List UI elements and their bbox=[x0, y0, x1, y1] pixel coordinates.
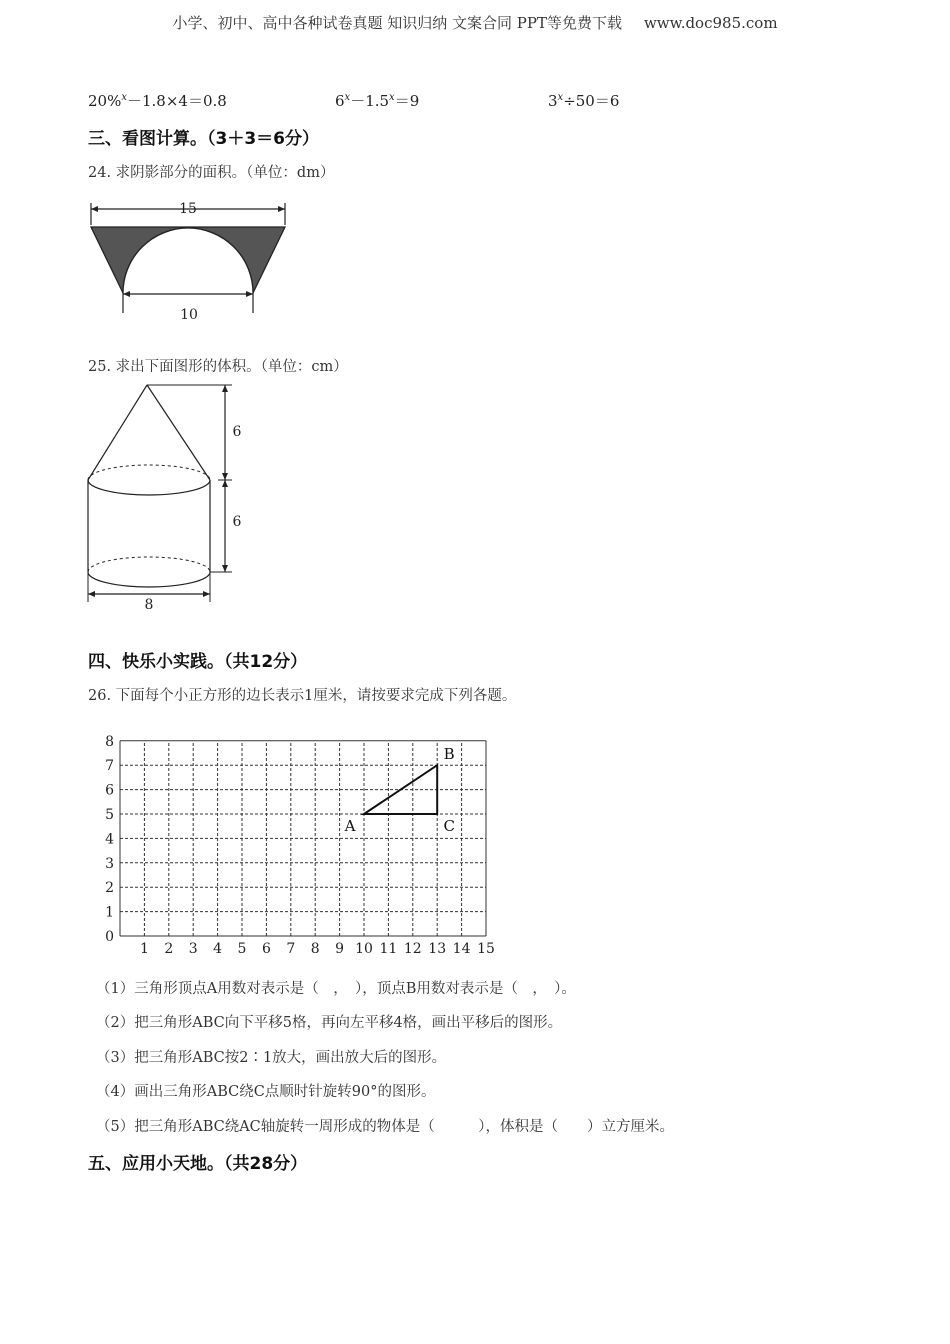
y-tick-label: 5 bbox=[105, 807, 114, 823]
x-tick-label: 12 bbox=[403, 941, 422, 957]
equation-3 bbox=[548, 90, 619, 111]
x-tick-label: 3 bbox=[188, 941, 198, 957]
x-tick-label: 10 bbox=[355, 941, 373, 957]
coordinate-grid bbox=[96, 725, 506, 960]
eq1-post: －1.8×4＝0.8 bbox=[126, 92, 227, 110]
shaded-trapezoid-figure bbox=[80, 195, 300, 325]
eq2-pre: 6 bbox=[335, 92, 345, 110]
x-tick-label: 1 bbox=[139, 941, 149, 957]
vertex-label-c: C bbox=[443, 817, 455, 835]
question-26: 26. 下面每个小正方形的边长表示1厘米，请按要求完成下列各题。 bbox=[88, 688, 517, 704]
y-tick-label: 4 bbox=[105, 831, 114, 848]
question-25: 25. 求出下面图形的体积。（单位：cm） bbox=[88, 359, 348, 375]
eq1-var: x bbox=[121, 92, 127, 103]
top-length-label: 15 bbox=[179, 201, 197, 217]
section-3-title: 三、看图计算。（3＋3＝6分） bbox=[88, 129, 319, 149]
eq2-var2: x bbox=[389, 92, 395, 103]
q26-item-2: （2）把三角形ABC向下平移5格，再向左平移4格，画出平移后的图形。 bbox=[96, 1015, 563, 1031]
vertex-label-b: B bbox=[443, 745, 455, 764]
diameter-label: 8 bbox=[144, 597, 154, 612]
y-tick-label: 2 bbox=[105, 880, 114, 897]
x-tick-label: 4 bbox=[213, 941, 223, 957]
q26-item-5: （5）把三角形ABC绕AC轴旋转一周形成的物体是（ ），体积是（ ）立方厘米。 bbox=[96, 1119, 675, 1135]
y-tick-label: 8 bbox=[105, 733, 114, 750]
eq2-post: ＝9 bbox=[394, 92, 420, 110]
eq2-mid: －1.5 bbox=[350, 92, 390, 110]
x-tick-label: 9 bbox=[335, 941, 345, 957]
y-tick-label: 1 bbox=[105, 904, 114, 921]
cylinder-height-label: 6 bbox=[232, 514, 242, 530]
bottom-length-label: 10 bbox=[180, 307, 198, 323]
y-tick-label: 3 bbox=[105, 855, 114, 872]
section-5-title: 五、应用小天地。（共28分） bbox=[88, 1154, 308, 1174]
y-tick-label: 7 bbox=[105, 758, 114, 775]
eq3-post: ÷50＝6 bbox=[563, 92, 620, 110]
q26-item-4: （4）画出三角形ABC绕C点顺时针旋转90°的图形。 bbox=[96, 1084, 436, 1100]
x-tick-label: 7 bbox=[286, 941, 296, 957]
eq3-pre: 3 bbox=[548, 92, 558, 110]
vertex-label-a: A bbox=[344, 817, 356, 835]
y-tick-label: 0 bbox=[105, 929, 114, 945]
x-tick-label: 14 bbox=[452, 941, 471, 957]
eq3-var: x bbox=[557, 92, 564, 103]
x-tick-label: 13 bbox=[428, 941, 447, 957]
cone-cylinder-figure bbox=[80, 380, 260, 612]
y-tick-label: 6 bbox=[105, 782, 114, 799]
q26-item-1: （1）三角形顶点A用数对表示是（ ， ），顶点B用数对表示是（ ， ）。 bbox=[96, 981, 576, 997]
x-tick-label: 2 bbox=[164, 941, 174, 957]
equation-2 bbox=[335, 90, 419, 111]
x-tick-label: 8 bbox=[310, 941, 320, 957]
x-tick-label: 6 bbox=[261, 941, 271, 957]
question-24: 24. 求阴影部分的面积。（单位：dm） bbox=[88, 165, 335, 181]
equation-1 bbox=[88, 90, 227, 111]
eq2-var: x bbox=[344, 92, 351, 103]
header-url[interactable]: www.doc985.com bbox=[643, 14, 778, 32]
x-tick-label: 11 bbox=[379, 941, 398, 957]
page-header bbox=[0, 12, 950, 33]
header-text: 小学、初中、高中各种试卷真题 知识归纳 文案合同 PPT等免费下载 bbox=[172, 14, 622, 32]
eq1-pre: 20% bbox=[88, 92, 122, 110]
q26-item-3: （3）把三角形ABC按2∶1放大，画出放大后的图形。 bbox=[96, 1050, 447, 1066]
cone-height-label: 6 bbox=[232, 424, 242, 440]
section-4-title: 四、快乐小实践。（共12分） bbox=[88, 652, 308, 672]
x-tick-label: 5 bbox=[237, 941, 247, 957]
x-tick-label: 15 bbox=[477, 941, 495, 957]
